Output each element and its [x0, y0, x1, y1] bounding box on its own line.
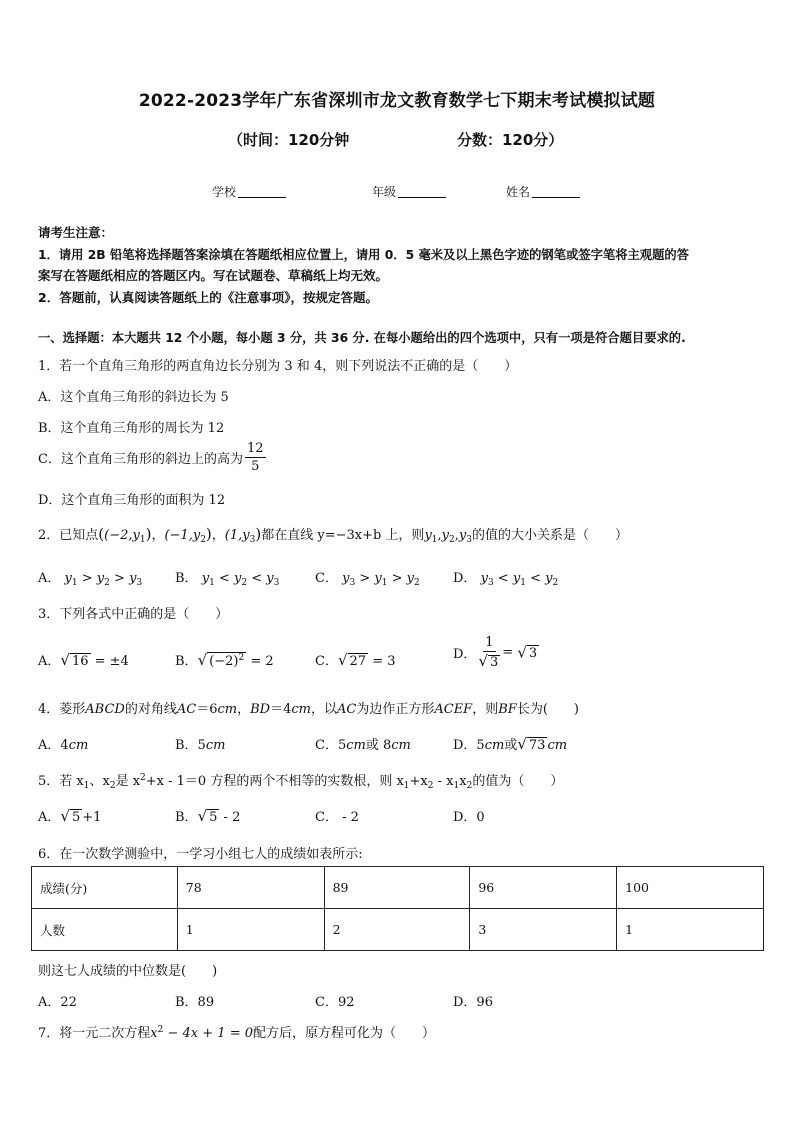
question-5-option-c: C． - 2	[315, 810, 359, 825]
question-1-option-b: B．这个直角三角形的周长为 12	[38, 421, 225, 436]
exam-title: 2022-2023学年广东省深圳市龙文教育数学七下期末考试模拟试题	[138, 91, 656, 111]
question-3-option-d: D． $\frac{1}{√ 3}$ = √ 3	[453, 635, 538, 670]
question-2-option-c: C． $y_3 > y_1 > y_2$	[315, 571, 420, 588]
question-4-option-c: C．5cm或 8cm	[315, 738, 411, 753]
question-1-option-a: A．这个直角三角形的斜边长为 5	[38, 390, 229, 405]
question-4-option-d: D．5cm或√ 73 cm	[453, 735, 568, 753]
table-cell: 1	[177, 909, 324, 951]
question-5-stem: 5．若 $x_1$、$x_2$是 $x^2+x - 1=0$ 方程的两个不相等的实数根，则 $x_1+x_2 - x_1x_2$的值为（ ）	[38, 773, 564, 791]
question-3-option-c: C．√ 27 = 3	[315, 651, 396, 669]
question-2-stem: 2．已知点($(-2,y_1)$，$(-1,y_2)$，$(1,y_3)$都在直线 y=−3x+b 上，则$y_1,y_2,y_3$的值的大小关系是（ ）	[38, 525, 629, 545]
question-5-option-b: B．√ 5 - 2	[175, 807, 241, 825]
question-6-stem: 6．在一次数学测验中，一学习小组七人的成绩如表所示:	[38, 847, 363, 862]
name-blank[interactable]	[532, 185, 580, 198]
question-3-option-b: B．√ $(-2)^2 = 2$	[175, 651, 274, 669]
point-2: (−1,y	[164, 528, 201, 543]
table-cell: 1	[617, 909, 764, 951]
school-blank[interactable]	[238, 185, 286, 198]
table-cell: 成绩(分)	[32, 867, 178, 909]
question-5-option-a: A．√ 5 +1	[38, 807, 102, 825]
question-2-option-a: A． $y_1 > y_2 > y_3$	[38, 571, 143, 588]
section-heading: 一、选择题：本大题共 12 个小题，每小题 3 分，共 36 分. 在每小题给出的四个选项中，只有一项是符合题目要求的.	[38, 331, 686, 345]
grade-field: 年级	[372, 183, 446, 200]
point-3: (1,y	[224, 528, 250, 543]
question-6-option-c: C．92	[315, 995, 355, 1010]
school-field: 学校	[212, 183, 286, 200]
table-row	[32, 909, 764, 951]
notice-line-2: 2．答题前，认真阅读答题纸上的《注意事项》，按规定答题。	[38, 290, 378, 305]
question-3-stem: 3．下列各式中正确的是（ ）	[38, 607, 229, 622]
question-6-option-b: B．89	[175, 995, 215, 1010]
question-2-option-b: B． $y_1 < y_2 < y_3$	[175, 571, 280, 588]
question-4-option-b: B．5cm	[175, 738, 226, 753]
table-cell: 2	[324, 909, 470, 951]
table-cell: 100	[617, 867, 764, 909]
question-5-option-d: D．0	[453, 810, 485, 825]
exam-score: 分数：120分）	[457, 131, 564, 149]
q1-c-numerator: 12	[246, 441, 264, 456]
table-cell: 人数	[32, 909, 178, 951]
notice-line-1a: 1．请用 2B 铅笔将选择题答案涂填在答题纸相应位置上，请用 0．5 毫米及以上黑色字迹的钢笔或签字笔将主观题的答	[38, 248, 689, 262]
question-6-option-d: D．96	[453, 995, 493, 1010]
question-2-option-d: D． $y_3 < y_1 < y_2$	[453, 571, 559, 588]
question-1-option-c: C．这个直角三角形的斜边上的高为 $\frac{12}{5}$	[38, 441, 264, 474]
question-3-option-a: A．√ 16 = ±4	[38, 651, 129, 669]
question-6-follow: 则这七人成绩的中位数是( )	[38, 964, 218, 979]
table-cell: 89	[324, 867, 470, 909]
table-cell: 78	[177, 867, 324, 909]
question-7-stem: 7．将一元二次方程$x^2 - 4x + 1 = 0$配方后，原方程可化为（ ）	[38, 1025, 435, 1041]
question-1-option-d: D．这个直角三角形的面积为 12	[38, 493, 226, 508]
grade-blank[interactable]	[398, 185, 446, 198]
score-table	[31, 866, 764, 951]
question-4-stem: 4．菱形ABCD的对角线AC＝6cm，BD＝4cm，以AC为边作正方形ACEF，则BF长为( )	[38, 702, 579, 717]
notice-line-1b: 案写在答题纸相应的答题区内。写在试题卷、草稿纸上均无效。	[38, 268, 389, 283]
notice-heading: 请考生注意：	[38, 225, 114, 240]
table-row	[32, 867, 764, 909]
question-4-option-a: A．4cm	[38, 738, 89, 753]
table-cell: 3	[470, 909, 617, 951]
q1-c-denominator: 5	[251, 459, 260, 474]
question-1-stem: 1．若一个直角三角形的两直角边长分别为 3 和 4，则下列说法不正确的是（ ）	[38, 359, 518, 374]
name-field: 姓名	[506, 183, 580, 200]
point-1: (−2,y	[104, 528, 140, 543]
exam-time: （时间：120分钟	[228, 131, 350, 149]
table-cell: 96	[470, 867, 617, 909]
question-6-option-a: A．22	[38, 995, 77, 1010]
